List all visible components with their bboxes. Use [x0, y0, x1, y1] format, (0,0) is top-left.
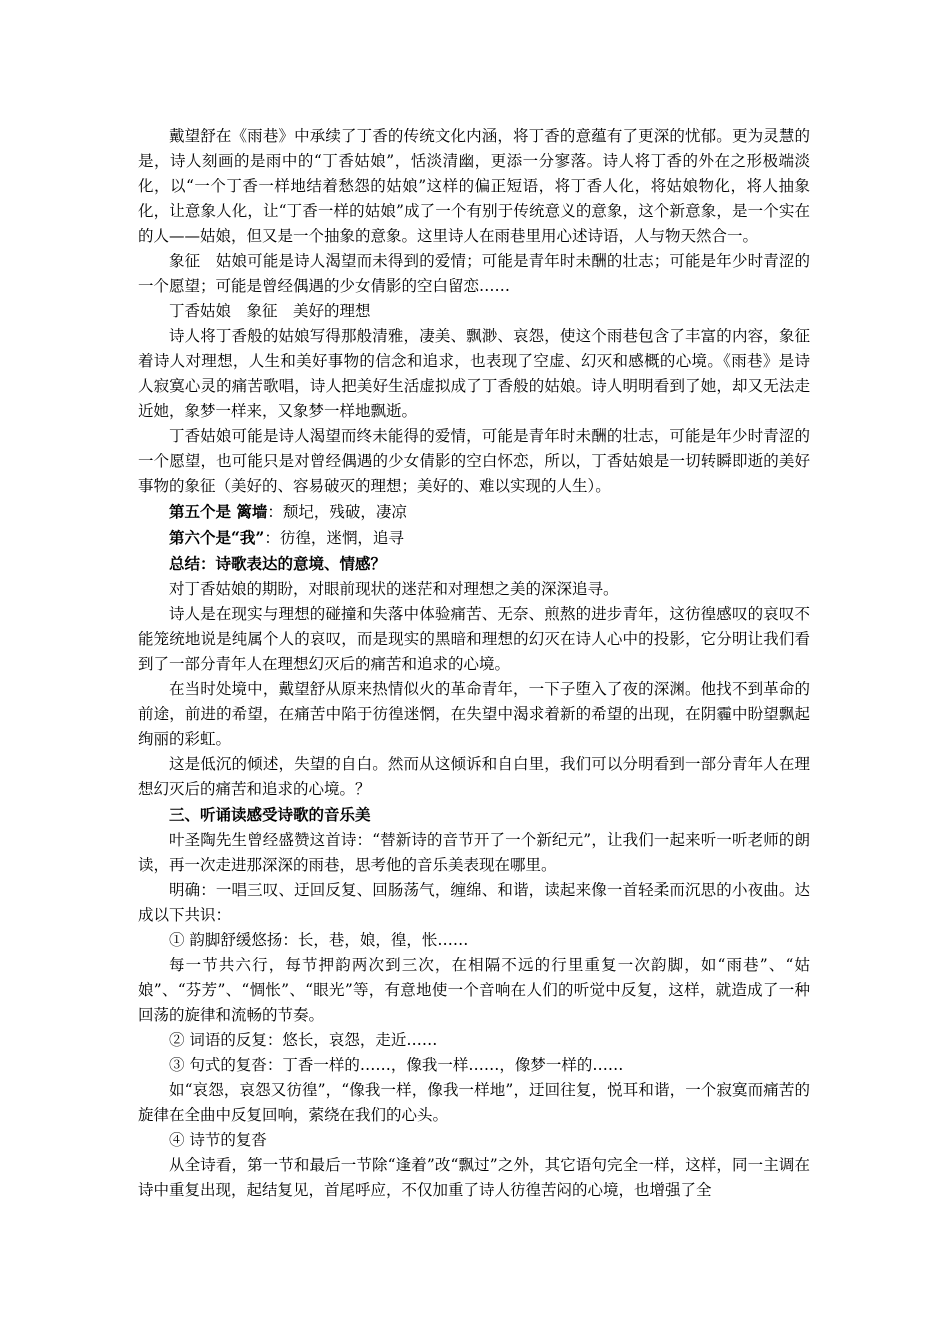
paragraph-19: ③ 句式的复沓：丁香一样的……，像我一样……，像梦一样的…… [169, 1056, 624, 1074]
heading-fifth: 第五个是 篱墙 [169, 502, 268, 521]
section-heading-3: 三、听诵读感受诗歌的音乐美 [169, 805, 371, 824]
paragraph-3: 丁香姑娘 象征 美好的理想 [169, 302, 371, 320]
paragraph-11: 在当时处境中，戴望舒从原来热情似火的革命青年，一下子堕入了夜的深渊。他找不到革命的前途，前进的希望，在痛苦中陷于彷徨迷惘，在失望中渴求着新的希望的出现，在阴霾中盼望飘起绚丽的彩虹。 [138, 680, 810, 748]
paragraph-6 [138, 499, 810, 525]
text-fifth: ：颓圮，残破，凄凉 [267, 503, 407, 521]
paragraph-12: 这是低沉的倾述，失望的自白。然而从这倾诉和自白里，我们可以分明看到一部分青年人在理想幻灭后的痛苦和追求的心境。？ [138, 755, 810, 798]
paragraph-18: ② 词语的反复：悠长，哀怨，走近…… [169, 1031, 438, 1049]
paragraph-1: 戴望舒在《雨巷》中承续了丁香的传统文化内涵，将丁香的意蕴有了更深的忧郁。更为灵慧的是，诗人刻画的是雨中的“丁香姑娘”，恬淡清幽，更添一分寥落。诗人将丁香的外在之形极端淡化，以“一个丁香一样地结着愁怨的姑娘”这样的偏正短语，将丁香人化，将姑娘物化，将人抽象化，让意象人化，让“丁香一样的姑娘”成了一个有别于传统意义的意象，这个新意象，是一个实在的人——姑娘，但又是一个抽象的意象。这里诗人在雨巷里用心述诗语，人与物天然合一。 [138, 127, 810, 245]
paragraph-8 [138, 551, 810, 577]
paragraph-4: 诗人将丁香般的姑娘写得那般清雅，凄美、飘渺、哀怨，使这个雨巷包含了丰富的内容，象征着诗人对理想，人生和美好事物的信念和追求，也表现了空虚、幻灭和感概的心境。《雨巷》是诗人寂寞心灵的痛苦歌唱，诗人把美好生活虚拟成了丁香般的姑娘。诗人明明看到了她，却又无法走近她，象梦一样来，又象梦一样地飘逝。 [138, 327, 810, 420]
paragraph-21: ④ 诗节的复沓 [169, 1131, 267, 1149]
paragraph-15: 明确：一唱三叹、迂回反复、回肠荡气，缠绵、和谐，读起来像一首轻柔而沉思的小夜曲。达成以下共识： [138, 881, 810, 924]
paragraph-22: 从全诗看，第一节和最后一节除“逢着”改“飘过”之外，其它语句完全一样，这样，同一主调在诗中重复出现，起结复见，首尾呼应，不仅加重了诗人彷徨苦闷的心境，也增强了全 [138, 1156, 810, 1199]
paragraph-14: 叶圣陶先生曾经盛赞这首诗：“替新诗的音节开了一个新纪元”，让我们一起来听一听老师的朗读，再一次走进那深深的雨巷，思考他的音乐美表现在哪里。 [138, 831, 810, 874]
paragraph-9: 对丁香姑娘的期盼，对眼前现状的迷茫和对理想之美的深深追寻。 [169, 580, 619, 598]
paragraph-13 [138, 802, 810, 828]
text-sixth: ：彷徨，迷惘，追寻 [264, 529, 404, 547]
document-page [138, 124, 810, 1203]
paragraph-17: 每一节共六行，每节押韵两次到三次，在相隔不远的行里重复一次韵脚，如“雨巷”、“姑娘”、“芬芳”、“惆怅”、“眼光”等，有意地使一个音响在人们的听觉中反复，这样，就造成了一种回荡的旋律和流畅的节奏。 [138, 956, 810, 1024]
paragraph-20: 如“哀怨，哀怨又彷徨”，“像我一样，像我一样地”，迂回往复，悦耳和谐，一个寂寞而痛苦的旋律在全曲中反复回响，萦绕在我们的心头。 [138, 1081, 810, 1124]
paragraph-5: 丁香姑娘可能是诗人渴望而终未能得的爱情，可能是青年时未酬的壮志，可能是年少时青涩的一个愿望，也可能只是对曾经偶遇的少女倩影的空白怀恋，所以，丁香姑娘是一切转瞬即逝的美好事物的象征（美好的、容易破灭的理想；美好的、难以实现的人生）。 [138, 427, 810, 495]
paragraph-16: ① 韵脚舒缓悠扬：长，巷，娘，徨，怅…… [169, 931, 469, 949]
heading-summary: 总结：诗歌表达的意境、情感？ [169, 554, 387, 573]
heading-sixth: 第六个是“我” [169, 528, 265, 547]
paragraph-2: 象征 姑娘可能是诗人渴望而未得到的爱情；可能是青年时未酬的壮志；可能是年少时青涩的一个愿望；可能是曾经偶遇的少女倩影的空白留恋…… [138, 252, 810, 295]
paragraph-10: 诗人是在现实与理想的碰撞和失落中体验痛苦、无奈、煎熬的进步青年，这彷徨感叹的哀叹不能笼统地说是纯属个人的哀叹，而是现实的黑暗和理想的幻灭在诗人心中的投影，它分明让我们看到了一部分青年人在理想幻灭后的痛苦和追求的心境。 [138, 605, 810, 673]
paragraph-7 [138, 525, 810, 551]
